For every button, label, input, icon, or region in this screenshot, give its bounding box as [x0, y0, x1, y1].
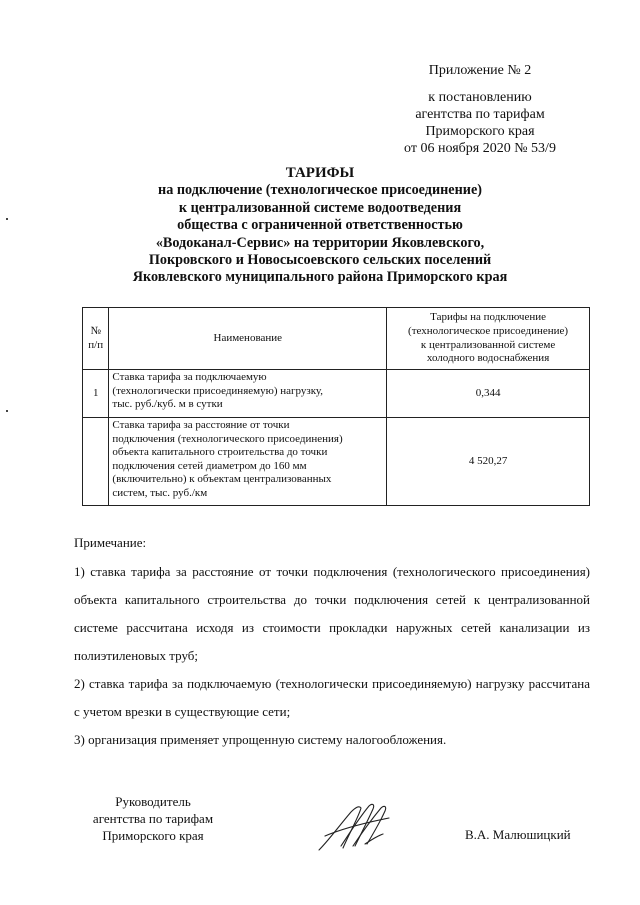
- title-line: Покровского и Новосысоевского сельских поселений: [148, 252, 492, 269]
- header-tariff-line: (технологическое присоединение): [408, 324, 569, 337]
- header-num: [83, 308, 109, 370]
- row-name-line: (включительно) к объектам централизованных: [112, 473, 332, 486]
- row-name: [109, 370, 387, 418]
- appendix-reference: [370, 89, 590, 157]
- header-name: Наименование: [109, 308, 387, 370]
- row-name-line: подключения сетей диаметром до 160 мм: [112, 459, 307, 472]
- row-name-line: (технологически присоединяемую) нагрузку,: [112, 384, 324, 397]
- row-name-line: объекта капитального строительства до точки: [112, 446, 328, 459]
- appendix-title: Приложение № 2: [428, 63, 532, 78]
- signatory-position-line: агентства по тарифам: [92, 811, 214, 826]
- title-line: к централизованной системе водоотведения: [178, 199, 462, 216]
- signatory-position-line: Руководитель: [115, 794, 191, 809]
- notes-section: [74, 533, 590, 754]
- note-item: [74, 670, 590, 726]
- header-tariff: [387, 308, 590, 370]
- header-num-line: №: [90, 324, 101, 337]
- title-line: «Водоканал-Сервис» на территории Яковлевского,: [155, 234, 485, 251]
- header-num-line: п/п: [88, 338, 104, 351]
- header-tariff-line: Тарифы на подключение: [430, 311, 546, 324]
- row-name: [109, 418, 387, 506]
- scan-artifact: [6, 410, 8, 412]
- signatory-position: [78, 793, 228, 844]
- row-number: 1: [83, 370, 109, 418]
- row-tariff-value: 4 520,27: [387, 418, 590, 506]
- appendix-ref-line: Приморского края: [425, 124, 535, 139]
- signatory-name: В.А. Малюшицкий: [465, 827, 571, 842]
- note-text: 2) ставка тарифа за подключаемую (технологически присоединяемую) нагрузку рассчитана с учетом врезки в существующие сети;: [74, 676, 590, 719]
- document-title: [60, 165, 580, 287]
- header-tariff-line: к централизованной системе: [420, 338, 556, 351]
- table-row: [83, 370, 590, 418]
- table-header-row: [83, 308, 590, 370]
- row-name-line: Ставка тарифа за расстояние от точки: [112, 419, 290, 431]
- header-tariff-line: холодного водоснабжения: [426, 352, 550, 365]
- appendix-ref-line: к постановлению: [428, 90, 532, 105]
- scan-artifact: [6, 218, 8, 220]
- row-name-line: подключения (технологического присоединения): [112, 432, 343, 445]
- note-item: [74, 558, 590, 670]
- row-tariff-value: 0,344: [387, 370, 590, 418]
- table-row: [83, 418, 590, 506]
- signatory-position-line: Приморского края: [102, 828, 204, 843]
- title-line: на подключение (технологическое присоединение): [158, 182, 482, 199]
- row-name-line: Ставка тарифа за подключаемую: [112, 371, 267, 383]
- row-name-line: тыс. руб./куб. м в сутки: [112, 398, 223, 411]
- note-item: [74, 726, 590, 754]
- title-main: ТАРИФЫ: [285, 165, 355, 181]
- row-number: [83, 418, 109, 506]
- row-name-line: систем, тыс. руб./км: [112, 486, 208, 499]
- title-line: общества с ограниченной ответственностью: [177, 217, 463, 234]
- title-line: Яковлевского муниципального района Приморского края: [132, 269, 508, 286]
- tariff-table: [82, 307, 590, 506]
- notes-heading: Примечание:: [74, 535, 147, 550]
- handwritten-signature: [315, 800, 395, 858]
- appendix-ref-line: от 06 ноября 2020 № 53/9: [404, 141, 556, 156]
- note-text: 3) организация применяет упрощенную систему налогообложения.: [74, 732, 447, 747]
- note-text: 1) ставка тарифа за расстояние от точки подключения (технологического присоединения) объекта капитального строительства до точки подключения сетей к централизованной системе рассчитана исходя из стоимости прокладки наружных сетей канализации из полиэтиленовых труб;: [74, 564, 590, 663]
- appendix-ref-line: агентства по тарифам: [415, 107, 545, 122]
